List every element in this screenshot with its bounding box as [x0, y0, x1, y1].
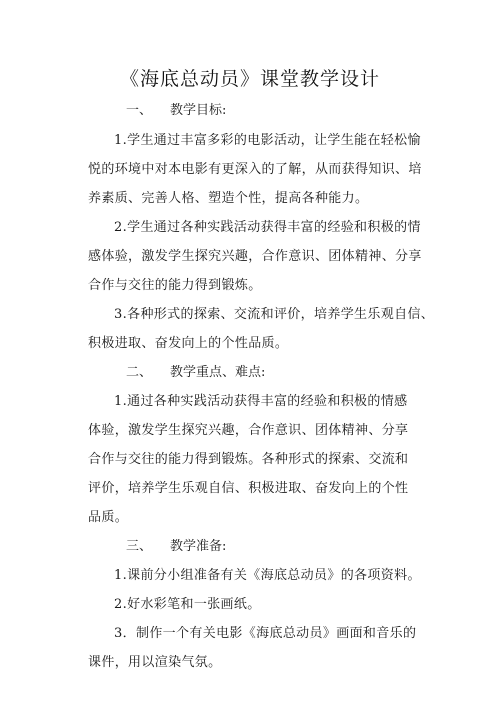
section-heading-objectives	[126, 101, 226, 121]
paragraph-line: 悦的环境中对本电影有更深入的了解，从而获得知识、培	[88, 162, 422, 177]
paragraph-line: 评价，培养学生乐观自信、积极进取、奋发向上的个性	[88, 481, 409, 496]
section-number: 一、	[126, 103, 153, 118]
paragraph-line: 1.课前分小组准备有关《海底总动员》的各项资料。	[114, 568, 421, 583]
paragraph-line: 合作与交往的能力得到锻炼。	[88, 278, 262, 293]
section-number: 三、	[126, 539, 153, 554]
paragraph-line: 品质。	[88, 510, 129, 525]
paragraph-line: 合作与交往的能力得到锻炼。各种形式的探索、交流和	[88, 452, 409, 467]
paragraph-line: 体验，激发学生探究兴趣，合作意识、团体精神、分享	[88, 423, 409, 438]
paragraph-line: 课件，用以渲染气氛。	[88, 655, 222, 670]
paragraph-line: 1.通过各种实践活动获得丰富的经验和积极的情感	[114, 394, 408, 409]
paragraph-line: 2.学生通过各种实践活动获得丰富的经验和积极的情	[114, 220, 421, 235]
section-title: 教学目标:	[170, 103, 227, 118]
paragraph-line: 1.学生通过丰富多彩的电影活动，让学生能在轻松愉	[114, 133, 421, 148]
paragraph-line: 2.好水彩笔和一张画纸。	[114, 597, 261, 612]
paragraph-line: 3．制作一个有关电影《海底总动员》画面和音乐的	[114, 626, 417, 641]
paragraph-line: 3.各种形式的探索、交流和评价，培养学生乐观自信、	[114, 307, 435, 322]
document-title: 《海底总动员》课堂教学设计	[119, 68, 380, 90]
section-title: 教学准备:	[170, 539, 227, 554]
section-title: 教学重点、难点:	[170, 365, 266, 380]
section-heading-preparation	[126, 537, 226, 557]
paragraph-line: 感体验，激发学生探究兴趣，合作意识、团体精神、分享	[88, 249, 422, 264]
paragraph-line: 养素质、完善人格、塑造个性，提高各种能力。	[88, 191, 369, 206]
section-heading-key-points	[126, 363, 265, 383]
paragraph-line: 积极进取、奋发向上的个性品质。	[88, 336, 289, 351]
section-number: 二、	[126, 365, 153, 380]
